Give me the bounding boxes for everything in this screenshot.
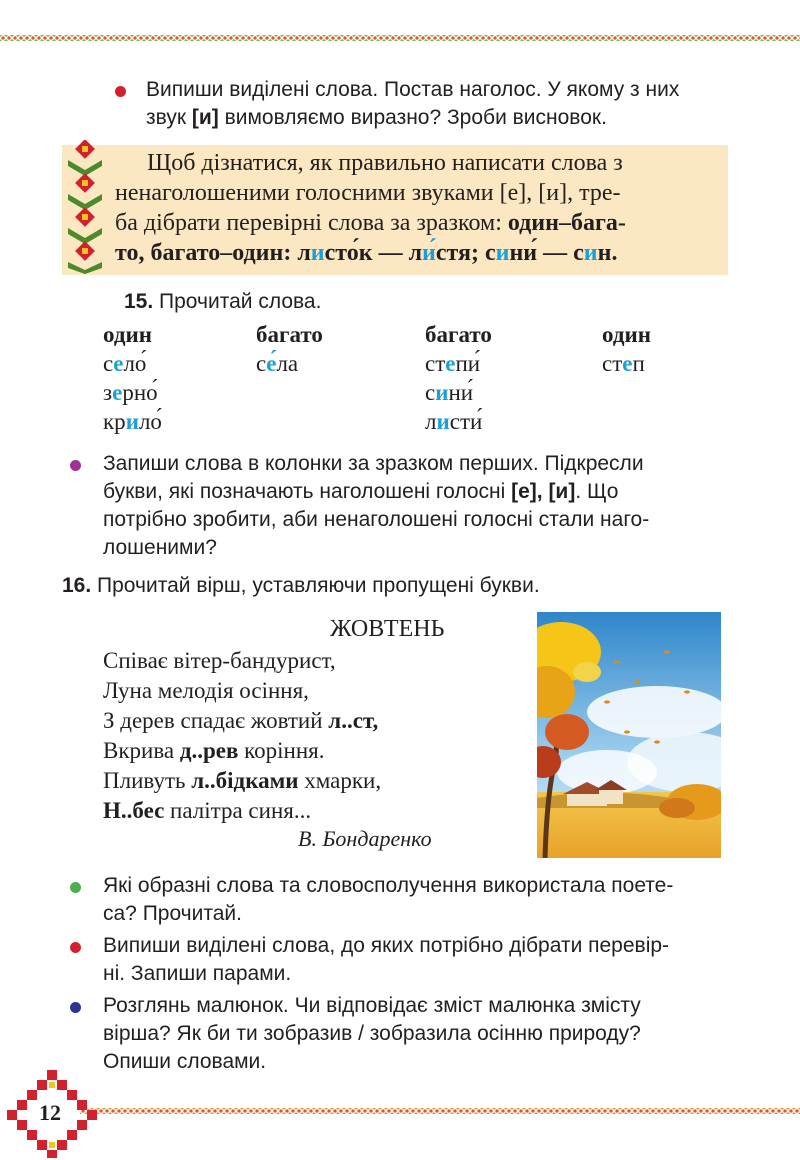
poem-author: В. Бондаренко [298, 826, 432, 851]
word-item: зерно́ [103, 380, 158, 405]
rule-text: Щоб дізнатися, як правильно написати слова з ненаголошеними голосними звуками [е], [и], тре- ба дібрати перевірні слова за зразком: один–бага- то, багато–один: листо́к — ли́стя; сини́ — син. [115, 150, 626, 266]
word-item: степ [602, 351, 645, 376]
bullet-red [115, 86, 126, 97]
word-item: листи́ [425, 409, 483, 434]
task-15: Запиши слова в колонки за зразком перших. Підкресли букви, які позначають наголошені голосні [е], [и]. Що потрібно зробити, аби ненаголошені голосні стали наго- лошеними? [103, 452, 650, 559]
question-1: Які образні слова та словосполучення використала поете- са? Прочитай. [103, 874, 674, 925]
word-column-2: багато се́ла [256, 322, 323, 376]
exercise-16-heading: 16. Прочитай вірш, уставляючи пропущені букви. [62, 574, 540, 597]
word-item: степи́ [425, 351, 481, 376]
exercise-15-heading: 15. Прочитай слова. [124, 290, 322, 313]
word-column-1: один село́ зерно́ крило́ [103, 322, 162, 434]
word-item: сини́ [425, 380, 474, 405]
top-border-ornament [0, 35, 800, 41]
word-item: крило́ [103, 409, 162, 434]
poem-title: ЖОВТЕНЬ [330, 616, 445, 642]
bullet-green [70, 882, 81, 893]
question-2: Випиши виділені слова, до яких потрібно дібрати перевір- ні. Запиши парами. [103, 934, 670, 985]
bottom-border-ornament [80, 1108, 800, 1114]
embroidery-ornament-icon [64, 140, 108, 276]
bullet-purple [70, 460, 81, 471]
word-column-4: один степ [602, 322, 651, 376]
bullet-blue [70, 1002, 81, 1013]
page-number: 12 [39, 1100, 61, 1125]
word-item: се́ла [256, 351, 299, 376]
question-3: Розглянь малюнок. Чи відповідає зміст малюнка змісту вірша? Як би ти зобразив / зобразила осінню природу? Опиши словами. [103, 994, 641, 1073]
poem-text: Співає вітер-бандурист, Луна мелодія осіння, З дерев спадає жовтий л..ст, Вкрива д..рев коріння. Пливуть л..бідками хмарки, Н..бес палітра синя... [103, 648, 382, 823]
task-top: Випиши виділені слова. Постав наголос. У якому з них звук [и] вимовляємо виразно? Зроби висновок. [146, 78, 680, 129]
autumn-landscape-illustration [537, 612, 721, 858]
bullet-red [70, 942, 81, 953]
word-item: село́ [103, 351, 147, 376]
word-column-3: багато степи́ сини́ листи́ [425, 322, 492, 434]
